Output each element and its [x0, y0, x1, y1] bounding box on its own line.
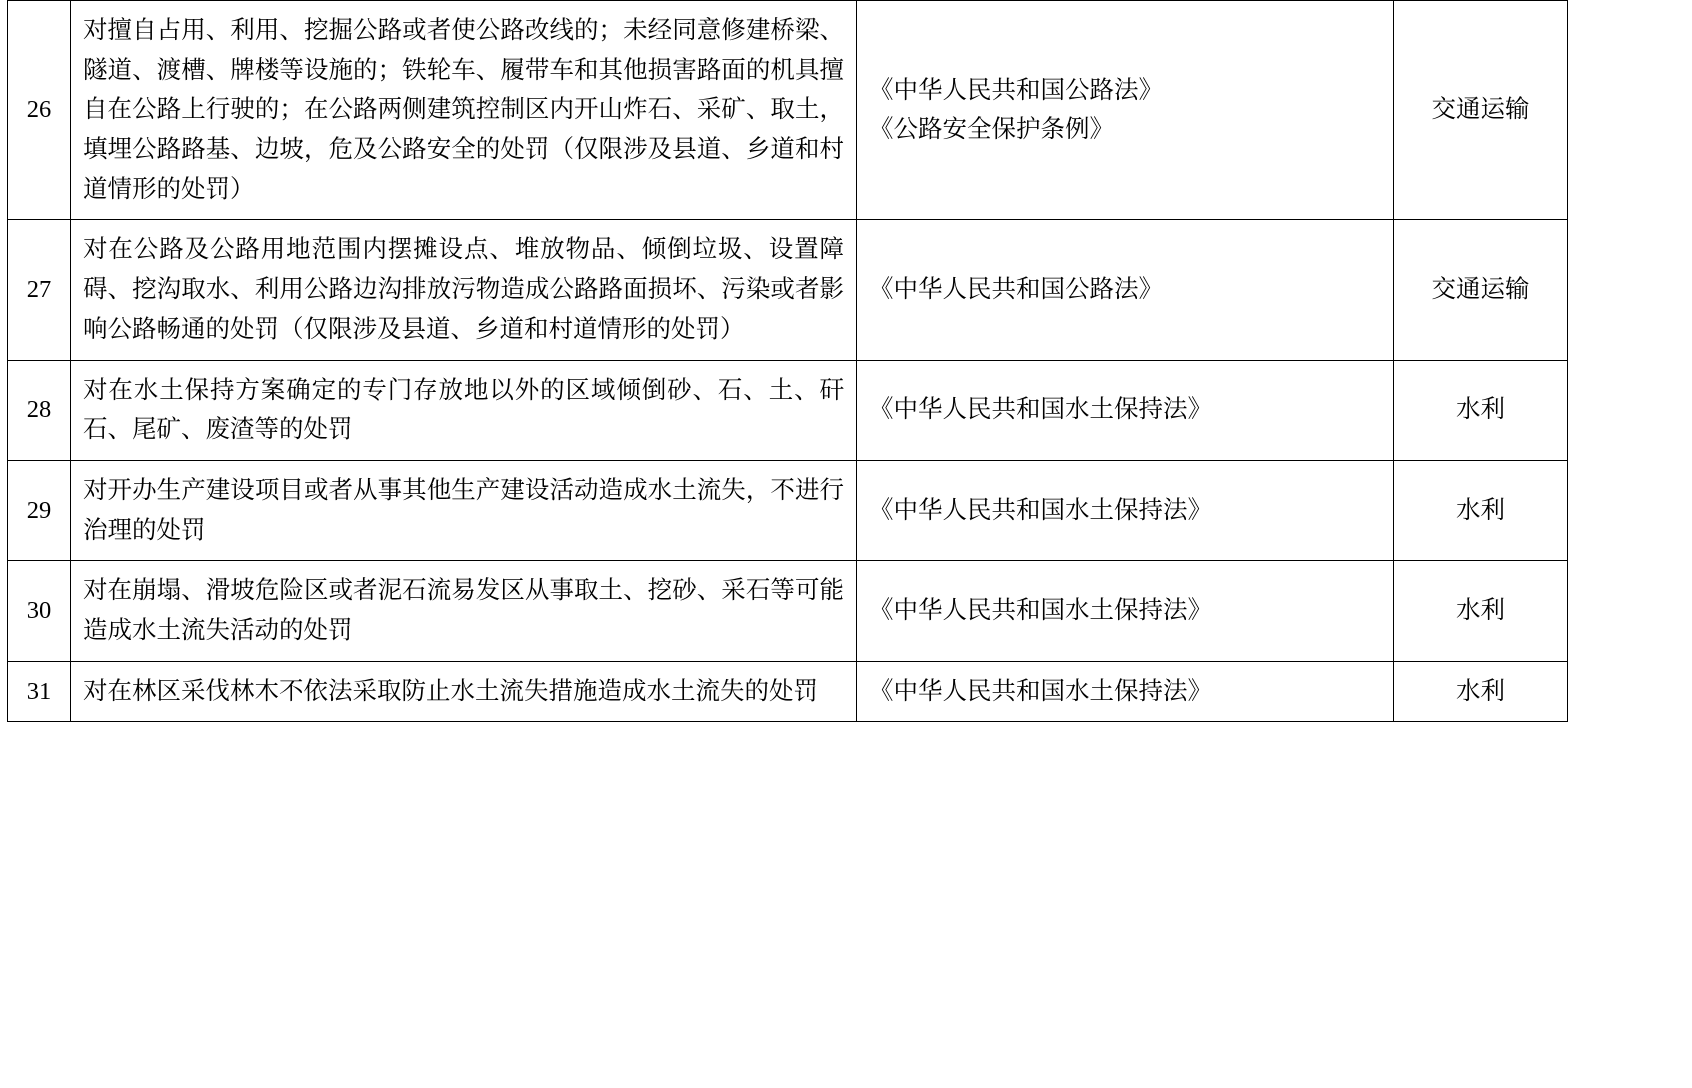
row-basis	[857, 661, 1394, 722]
row-index: 30	[8, 561, 71, 661]
row-department: 水利	[1394, 360, 1568, 460]
table-row	[8, 360, 1568, 460]
basis-line: 《公路安全保护条例》	[869, 116, 1114, 144]
row-basis	[857, 1, 1394, 220]
table-row	[8, 561, 1568, 661]
row-index: 27	[8, 220, 71, 360]
table-row	[8, 661, 1568, 722]
row-index: 29	[8, 460, 71, 560]
row-basis	[857, 561, 1394, 661]
row-matter: 对开办生产建设项目或者从事其他生产建设活动造成水土流失，不进行治理的处罚	[71, 460, 857, 560]
table-row	[8, 220, 1568, 360]
row-department: 水利	[1394, 561, 1568, 661]
row-basis	[857, 220, 1394, 360]
row-basis	[857, 360, 1394, 460]
row-department: 交通运输	[1394, 220, 1568, 360]
table-row	[8, 460, 1568, 560]
basis-line: 《中华人民共和国公路法》	[869, 276, 1163, 304]
row-matter: 对擅自占用、利用、挖掘公路或者使公路改线的；未经同意修建桥梁、隧道、渡槽、牌楼等设施的；铁轮车、履带车和其他损害路面的机具擅自在公路上行驶的；在公路两侧建筑控制区内开山炸石、采矿、取土，填埋公路路基、边坡，危及公路安全的处罚（仅限涉及县道、乡道和村道情形的处罚）	[71, 1, 857, 220]
basis-line: 《中华人民共和国水土保持法》	[869, 496, 1212, 524]
row-matter: 对在公路及公路用地范围内摆摊设点、堆放物品、倾倒垃圾、设置障碍、挖沟取水、利用公路边沟排放污物造成公路路面损坏、污染或者影响公路畅通的处罚（仅限涉及县道、乡道和村道情形的处罚）	[71, 220, 857, 360]
penalty-items-table	[7, 0, 1568, 722]
row-index: 28	[8, 360, 71, 460]
basis-line: 《中华人民共和国水土保持法》	[869, 396, 1212, 424]
row-department: 交通运输	[1394, 1, 1568, 220]
row-basis	[857, 460, 1394, 560]
row-index: 31	[8, 661, 71, 722]
basis-line: 《中华人民共和国水土保持法》	[869, 677, 1212, 705]
row-matter: 对在崩塌、滑坡危险区或者泥石流易发区从事取土、挖砂、采石等可能造成水土流失活动的处罚	[71, 561, 857, 661]
table-row	[8, 1, 1568, 220]
row-department: 水利	[1394, 661, 1568, 722]
row-matter: 对在水土保持方案确定的专门存放地以外的区域倾倒砂、石、土、矸石、尾矿、废渣等的处罚	[71, 360, 857, 460]
basis-line: 《中华人民共和国水土保持法》	[869, 597, 1212, 625]
basis-line: 《中华人民共和国公路法》	[869, 76, 1163, 104]
row-matter: 对在林区采伐林木不依法采取防止水土流失措施造成水土流失的处罚	[71, 661, 857, 722]
row-department: 水利	[1394, 460, 1568, 560]
table-body	[8, 1, 1568, 722]
row-index: 26	[8, 1, 71, 220]
